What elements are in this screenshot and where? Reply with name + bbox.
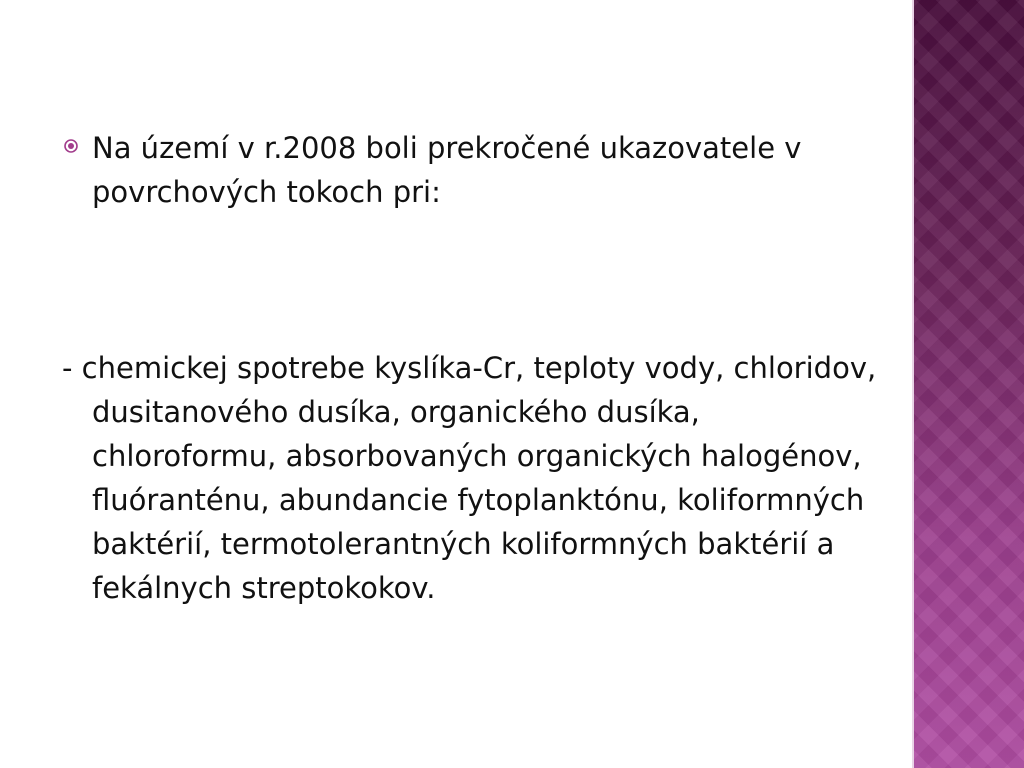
target-bullet-icon [64, 139, 78, 153]
detail-paragraph: - chemickej spotrebe kyslíka-Cr, teploty vody, chloridov, dusitanového dusíka, organického dusíka, chloroformu, absorbovaných organických halogénov, fluóranténu, abundancie fytoplanktónu, koliformných baktérií, termotolerantných koliformných baktérií a fekálnych streptokokov. [62, 351, 877, 605]
side-band-edge [912, 0, 914, 768]
bullet-item [62, 126, 882, 214]
slide-content [62, 126, 882, 610]
spacer [62, 214, 882, 346]
decorative-side-band [912, 0, 1024, 768]
bullet-text: Na území v r.2008 boli prekročené ukazovatele v povrchových tokoch pri: [92, 131, 802, 209]
